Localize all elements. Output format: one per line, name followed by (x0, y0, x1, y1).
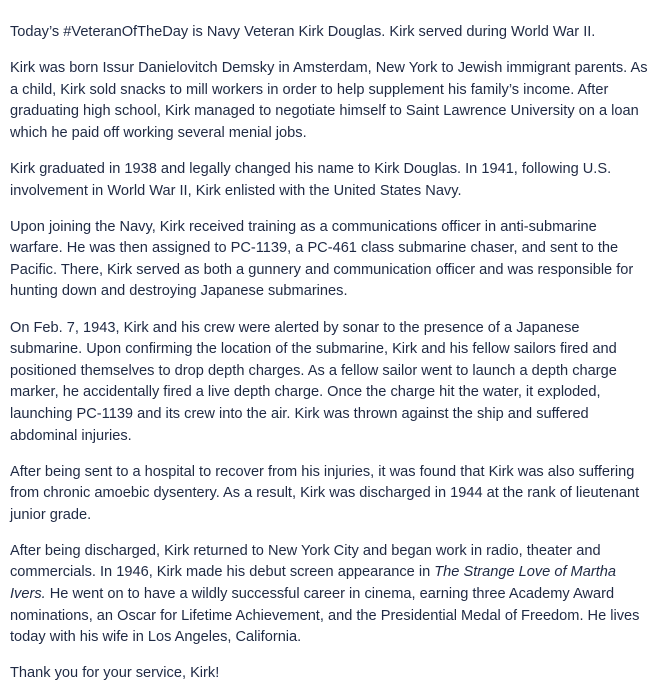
article-body (10, 22, 653, 699)
career-text-start: After being discharged, Kirk returned to New York City and began work in radio, theater and commercials. In 1946, Kirk made his debut screen appearance in (10, 542, 601, 581)
career-text-end: He went on to have a wildly successful career in cinema, earning three Academy Award nominations, an Oscar for Lifetime Achievement, and the Presidential Medal of Freedom. He lives today with his wife in Los Angeles, California. (10, 586, 640, 646)
closing-paragraph: Thank you for your service, Kirk! (10, 665, 220, 682)
early-life-paragraph: Kirk was born Issur Danielovitch Demsky in Amsterdam, New York to Jewish immigrant parents. As a child, Kirk sold snacks to mill workers in order to help supplement his family’s income. After graduating high school, Kirk managed to negotiate himself to Saint Lawrence University on a loan which he paid off working several menial jobs. (10, 60, 648, 141)
discharge-paragraph: After being sent to a hospital to recover from his injuries, it was found that Kirk was also suffering from chronic amoebic dysentery. As a result, Kirk was discharged in 1944 at the rank of lieutenant junior grade. (10, 463, 640, 523)
career-paragraph (10, 541, 653, 649)
navy-training-paragraph: Upon joining the Navy, Kirk received training as a communications officer in anti-submarine warfare. He was then assigned to PC-1139, a PC-461 class submarine chaser, and sent to the Pacific. There, Kirk served as both a gunnery and communication officer and was responsible for hunting down and destroying Japanese submarines. (10, 218, 634, 300)
enlistment-paragraph: Kirk graduated in 1938 and legally changed his name to Kirk Douglas. In 1941, following U.S. involvement in World War II, Kirk enlisted with the United States Navy. (10, 160, 612, 199)
intro-paragraph: Today’s #VeteranOfTheDay is Navy Veteran Kirk Douglas. Kirk served during World War II. (10, 24, 596, 40)
incident-paragraph: On Feb. 7, 1943, Kirk and his crew were alerted by sonar to the presence of a Japanese submarine. Upon confirming the location of the submarine, Kirk and his fellow sailors fired and positioned themselves to drop depth charges. As a fellow sailor went to launch a depth charge marker, he accidentally fired a live depth charge. Once the charge hit the water, it exploded, launching PC-1139 and its crew into the air. Kirk was thrown against the ship and suffered abdominal injuries. (10, 319, 617, 444)
film-title: The Strange Love of Martha Ivers. (10, 564, 616, 603)
